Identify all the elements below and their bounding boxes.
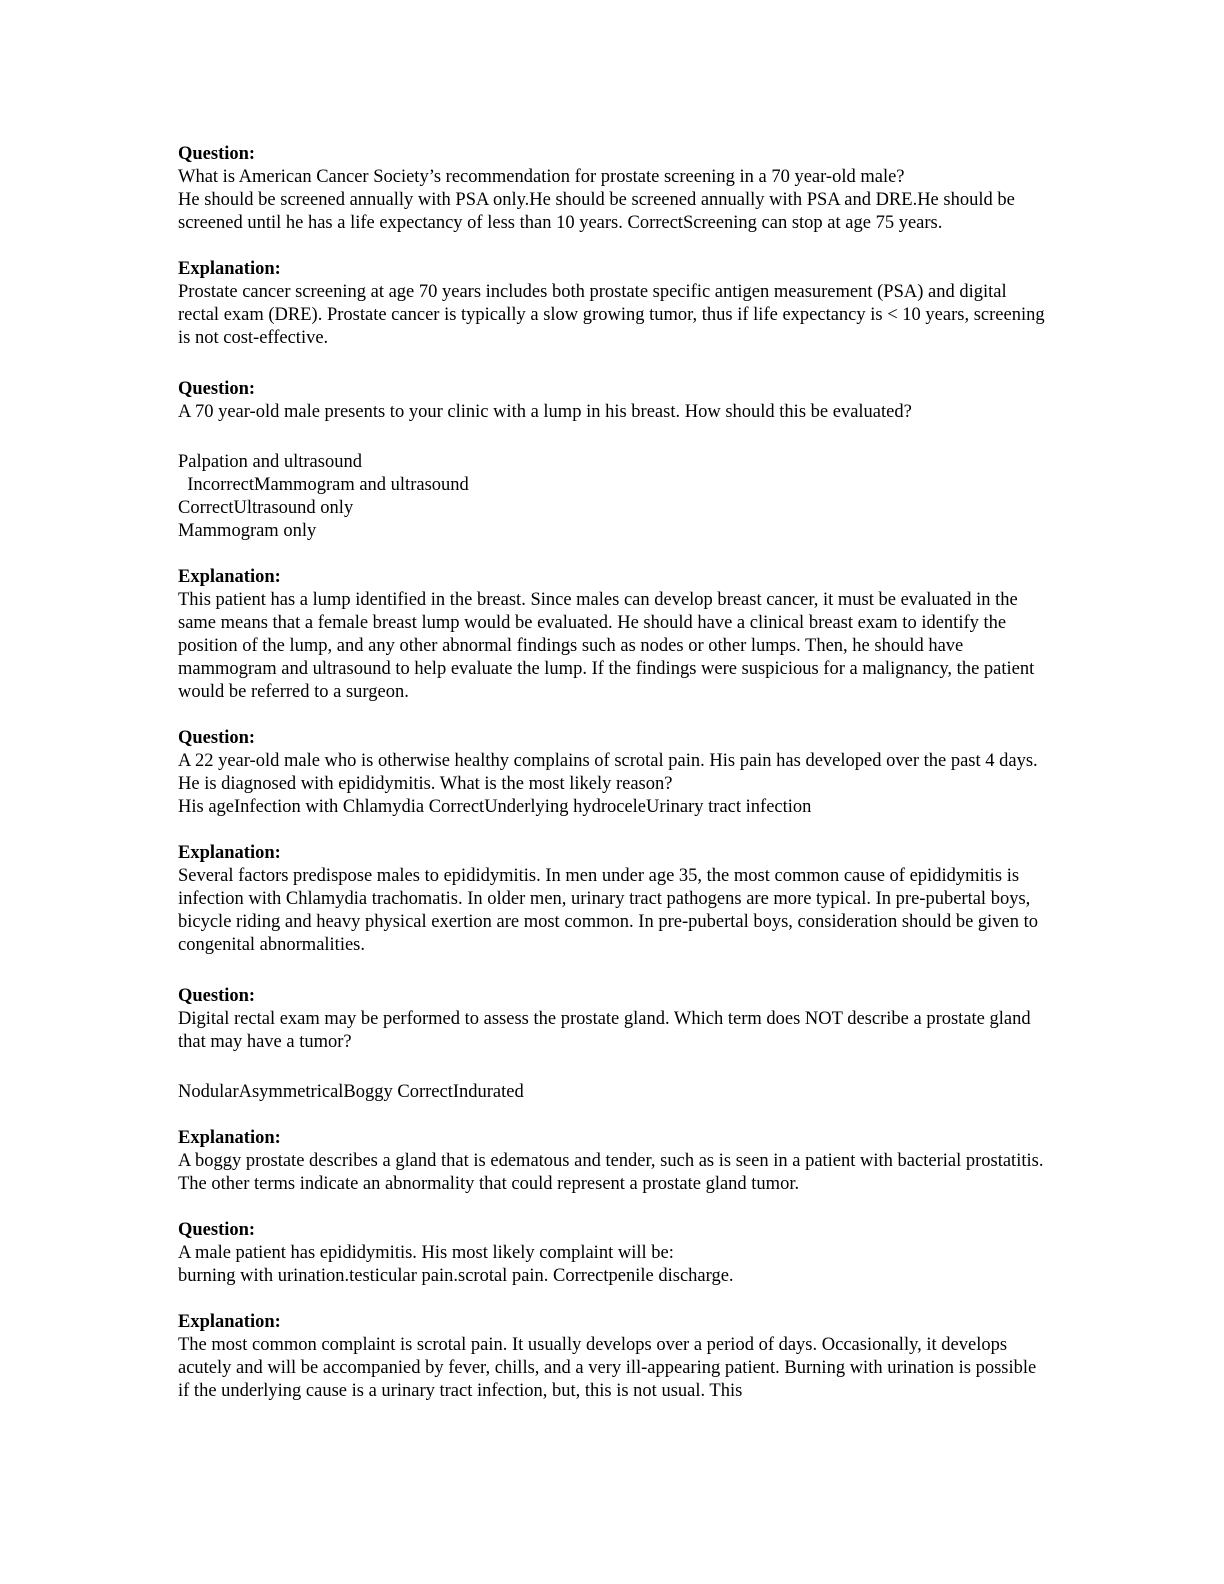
answer-options-4 bbox=[178, 1081, 1048, 1104]
question-heading: Question: bbox=[178, 144, 256, 164]
question-block-1 bbox=[178, 143, 1048, 235]
question-text: A 22 year-old male who is otherwise healthy complains of scrotal pain. His pain has developed over the past 4 days. He is diagnosed with epididymitis. What is the most likely reason? bbox=[178, 751, 1038, 794]
answer-option: Mammogram only bbox=[178, 521, 317, 541]
question-block-5 bbox=[178, 1219, 1048, 1288]
explanation-block-1 bbox=[178, 258, 1048, 350]
answer-options: He should be screened annually with PSA only.He should be screened annually with PSA and DRE.He should be screened until he has a life expectancy of less than 10 years. CorrectScreening can stop at age 75 years. bbox=[178, 190, 1015, 233]
explanation-text: The most common complaint is scrotal pain. It usually develops over a period of days. Occasionally, it develops acutely and will be accompanied by fever, chills, and a very ill-appearing patient. Burning with urination is possible if the underlying cause is a urinary tract infection, but, this is not usual. This bbox=[178, 1335, 1037, 1401]
question-heading: Question: bbox=[178, 986, 256, 1006]
explanation-heading: Explanation: bbox=[178, 1128, 281, 1148]
explanation-text: A boggy prostate describes a gland that is edematous and tender, such as is seen in a patient with bacterial prostatitis. The other terms indicate an abnormality that could represent a prostate gland tumor. bbox=[178, 1151, 1044, 1194]
question-block-2 bbox=[178, 378, 1048, 424]
explanation-block-5 bbox=[178, 1311, 1048, 1403]
question-text: A 70 year-old male presents to your clinic with a lump in his breast. How should this be evaluated? bbox=[178, 402, 912, 422]
question-block-3 bbox=[178, 727, 1048, 819]
question-heading: Question: bbox=[178, 1220, 256, 1240]
answer-options: burning with urination.testicular pain.scrotal pain. Correctpenile discharge. bbox=[178, 1266, 734, 1286]
question-text: A male patient has epididymitis. His most likely complaint will be: bbox=[178, 1243, 674, 1263]
question-text: Digital rectal exam may be performed to assess the prostate gland. Which term does NOT describe a prostate gland that may have a tumor? bbox=[178, 1009, 1031, 1052]
explanation-text: This patient has a lump identified in the breast. Since males can develop breast cancer, it must be evaluated in the same means that a female breast lump would be evaluated. He should have a clinical breast exam to identify the position of the lump, and any other abnormal findings such as nodes or other lumps. Then, he should have mammogram and ultrasound to help evaluate the lump. If the findings were suspicious for a malignancy, the patient would be referred to a surgeon. bbox=[178, 590, 1035, 702]
answer-option: Palpation and ultrasound bbox=[178, 452, 362, 472]
explanation-block-3 bbox=[178, 842, 1048, 957]
answer-options: His ageInfection with Chlamydia CorrectUnderlying hydroceleUrinary tract infection bbox=[178, 797, 812, 817]
answer-options: NodularAsymmetricalBoggy CorrectIndurated bbox=[178, 1082, 524, 1102]
question-heading: Question: bbox=[178, 379, 256, 399]
explanation-block-2 bbox=[178, 566, 1048, 704]
answer-option: CorrectUltrasound only bbox=[178, 498, 354, 518]
document-content bbox=[178, 143, 1048, 1403]
explanation-heading: Explanation: bbox=[178, 1312, 281, 1332]
answer-option: IncorrectMammogram and ultrasound bbox=[178, 475, 469, 495]
question-text: What is American Cancer Society’s recommendation for prostate screening in a 70 year-old male? bbox=[178, 167, 905, 187]
explanation-text: Prostate cancer screening at age 70 years includes both prostate specific antigen measurement (PSA) and digital rectal exam (DRE). Prostate cancer is typically a slow growing tumor, thus if life expectancy is < 10 years, screening is not cost-effective. bbox=[178, 282, 1045, 348]
question-block-4 bbox=[178, 985, 1048, 1054]
explanation-heading: Explanation: bbox=[178, 259, 281, 279]
answer-list-2 bbox=[178, 451, 1048, 543]
explanation-block-4 bbox=[178, 1127, 1048, 1196]
explanation-heading: Explanation: bbox=[178, 843, 281, 863]
explanation-text: Several factors predispose males to epididymitis. In men under age 35, the most common cause of epididymitis is infection with Chlamydia trachomatis. In older men, urinary tract pathogens are more typical. In pre-pubertal boys, bicycle riding and heavy physical exertion are most common. In pre-pubertal boys, consideration should be given to congenital abnormalities. bbox=[178, 866, 1039, 955]
explanation-heading: Explanation: bbox=[178, 567, 281, 587]
question-heading: Question: bbox=[178, 728, 256, 748]
